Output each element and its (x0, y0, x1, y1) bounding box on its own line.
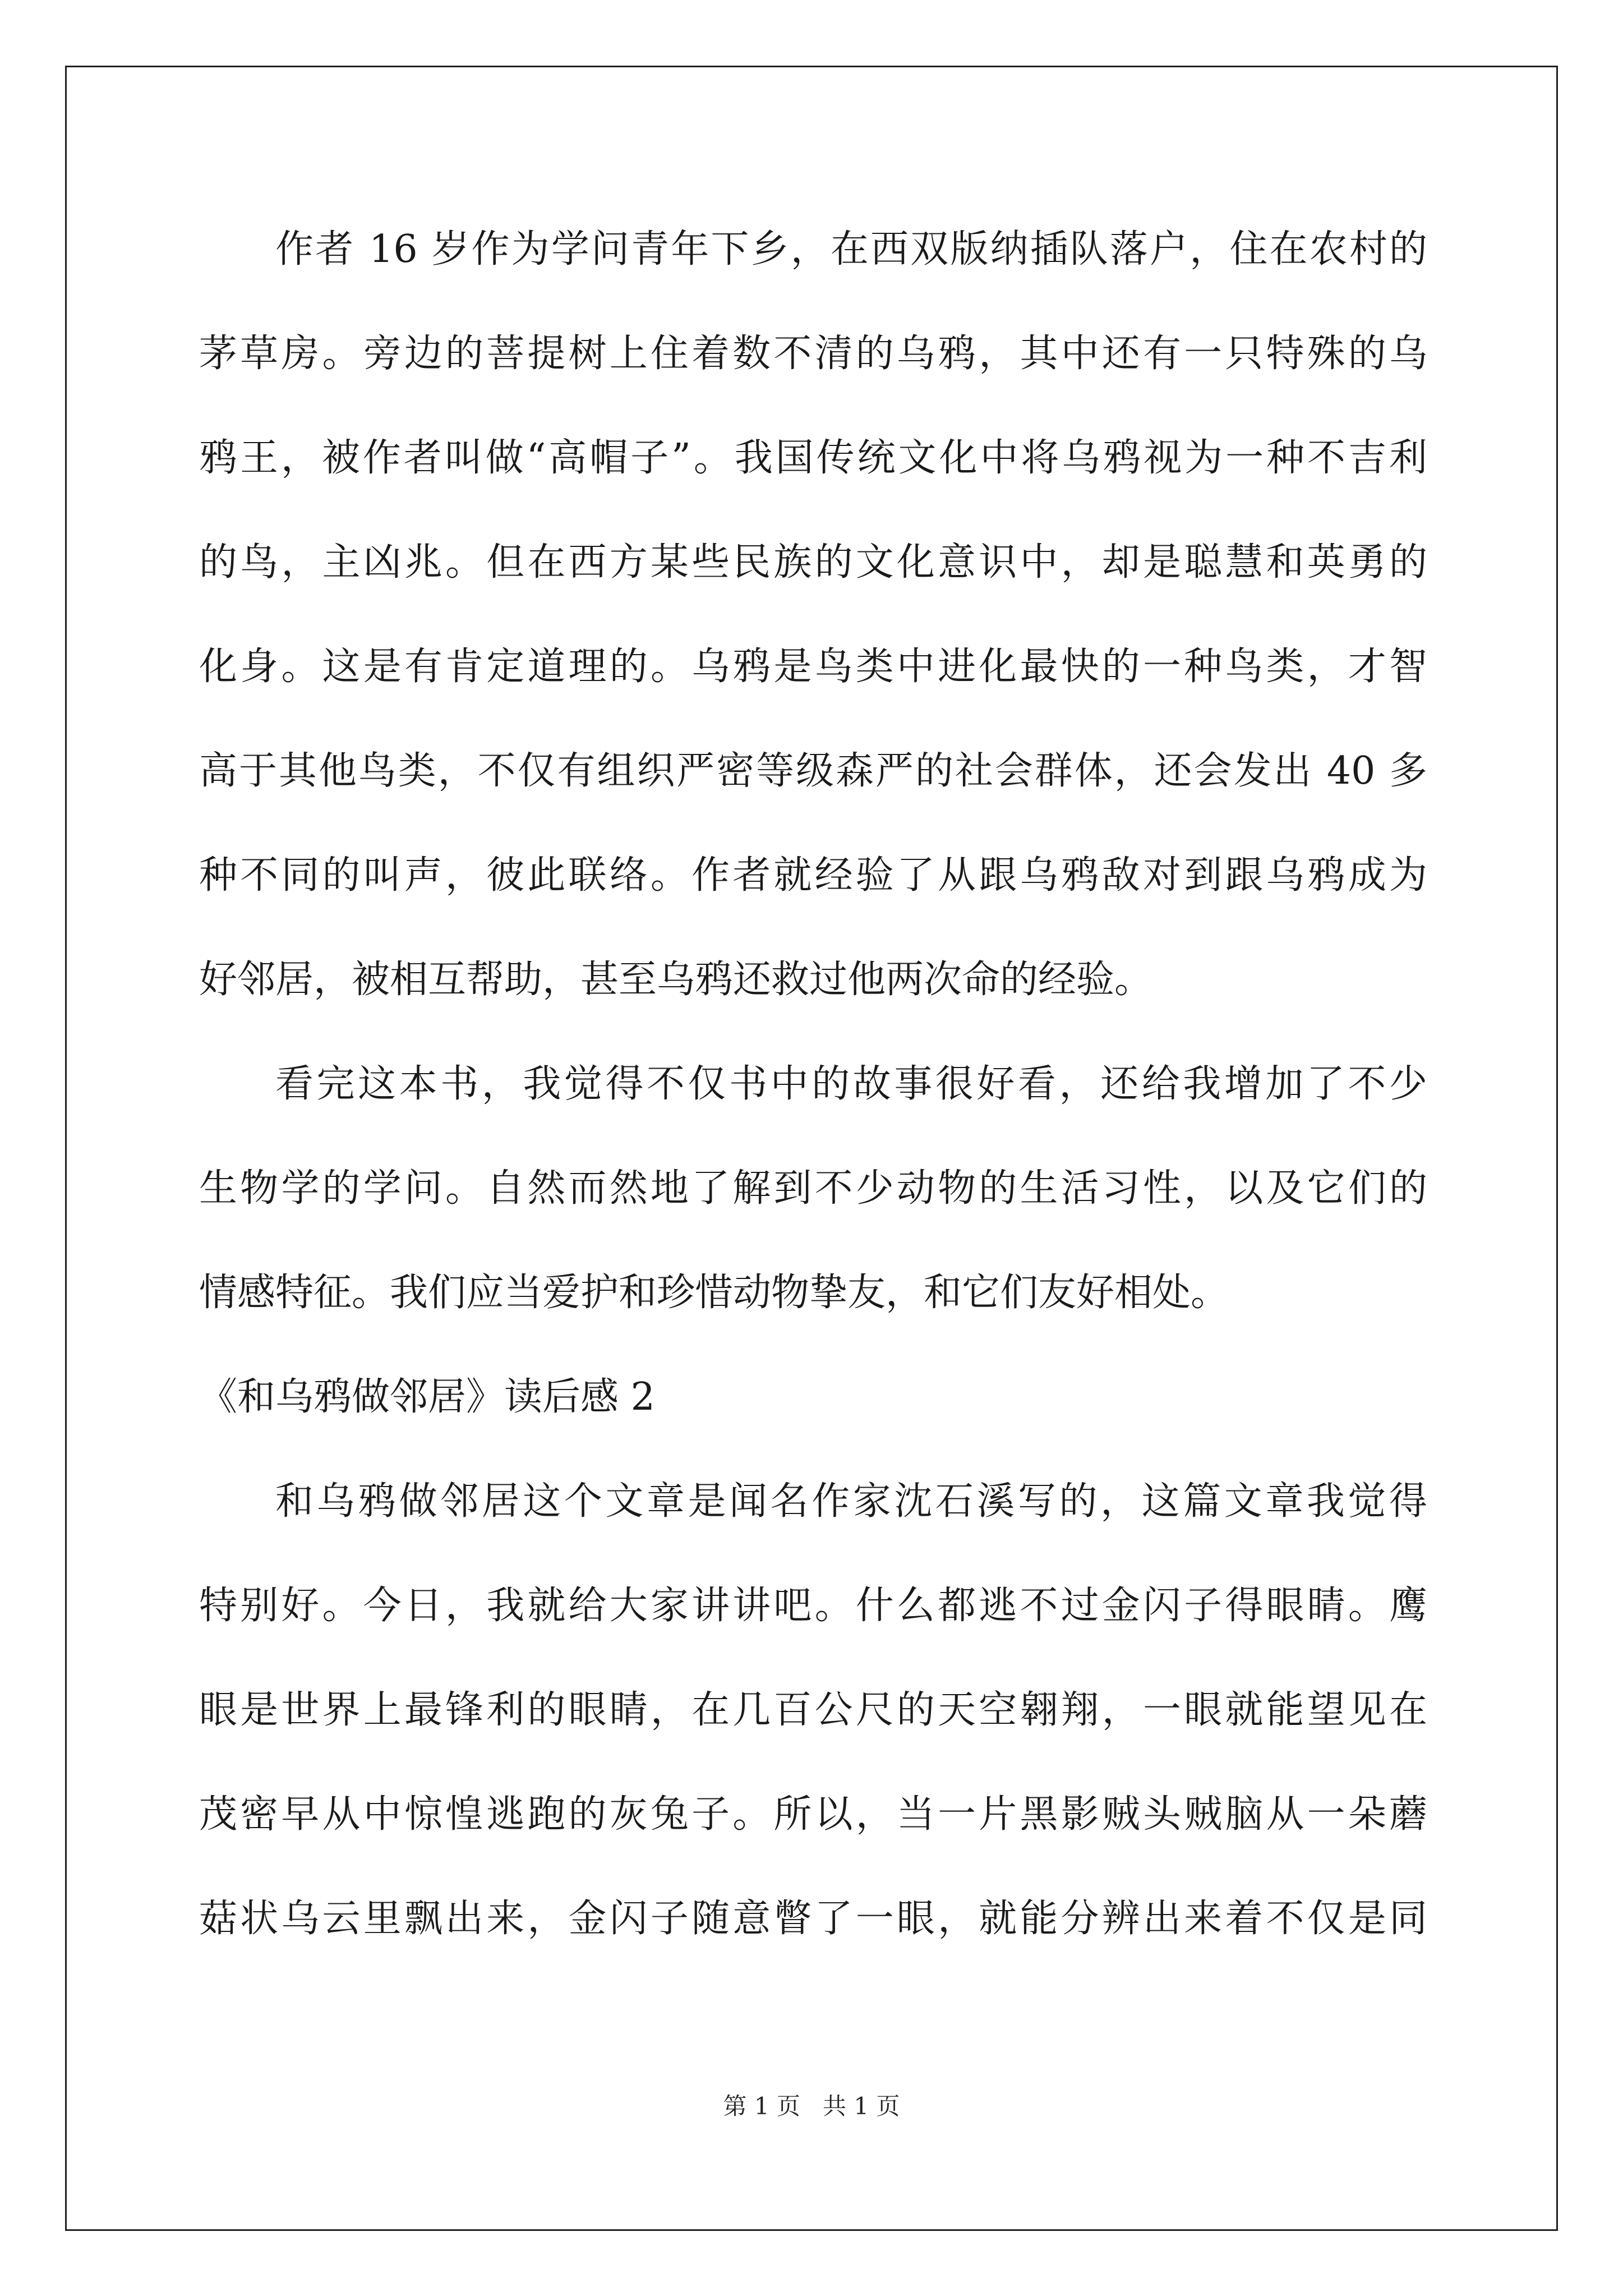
section-heading: 《和乌鸦做邻居》读后感 2 (199, 1375, 655, 1419)
text-line: 眼是世界上最锋利的眼睛，在几百公尺的天空翱翔，一眼就能望见在 (199, 1688, 1427, 1732)
text-line: 看完这本书，我觉得不仅书中的故事很好看，还给我增加了不少 (275, 1062, 1427, 1106)
text-line: 生物学的学问。自然而然地了解到不少动物的生活习性，以及它们的 (199, 1166, 1427, 1211)
page-footer (0, 2090, 1623, 2123)
text-line: 鸦王，被作者叫做“高帽子”。我国传统文化中将乌鸦视为一种不吉利 (199, 436, 1427, 480)
text-line: 茂密早从中惊惶逃跑的灰兔子。所以，当一片黑影贼头贼脑从一朵蘑 (199, 1792, 1427, 1837)
text-line: 化身。这是有肯定道理的。乌鸦是鸟类中进化最快的一种鸟类，才智 (199, 645, 1427, 689)
page-number: 第 1 页 (723, 2092, 800, 2120)
footer-spacer (800, 2092, 823, 2120)
text-line: 特别好。今日，我就给大家讲讲吧。什么都逃不过金闪子得眼睛。鹰 (199, 1584, 1427, 1628)
text-line: 和乌鸦做邻居这个文章是闻名作家沈石溪写的，这篇文章我觉得 (275, 1479, 1427, 1524)
text-line: 作者 16 岁作为学问青年下乡，在西双版纳插队落户，住在农村的 (275, 227, 1427, 272)
document-body (199, 197, 1427, 1971)
text-line: 高于其他鸟类，不仅有组织严密等级森严的社会群体，还会发出 40 多 (199, 749, 1427, 793)
text-line: 种不同的叫声，彼此联络。作者就经验了从跟乌鸦敌对到跟乌鸦成为 (199, 853, 1427, 898)
text-line: 菇状乌云里飘出来，金闪子随意瞥了一眼，就能分辨出来着不仅是同 (199, 1897, 1427, 1941)
text-line: 茅草房。旁边的菩提树上住着数不清的乌鸦，其中还有一只特殊的乌 (199, 332, 1427, 376)
page-total: 共 1 页 (823, 2092, 900, 2120)
text-line: 好邻居，被相互帮助，甚至乌鸦还救过他两次命的经验。 (199, 958, 1153, 1002)
text-line: 的鸟，主凶兆。但在西方某些民族的文化意识中，却是聪慧和英勇的 (199, 540, 1427, 585)
text-line: 情感特征。我们应当爱护和珍惜动物挚友，和它们友好相处。 (199, 1271, 1229, 1315)
